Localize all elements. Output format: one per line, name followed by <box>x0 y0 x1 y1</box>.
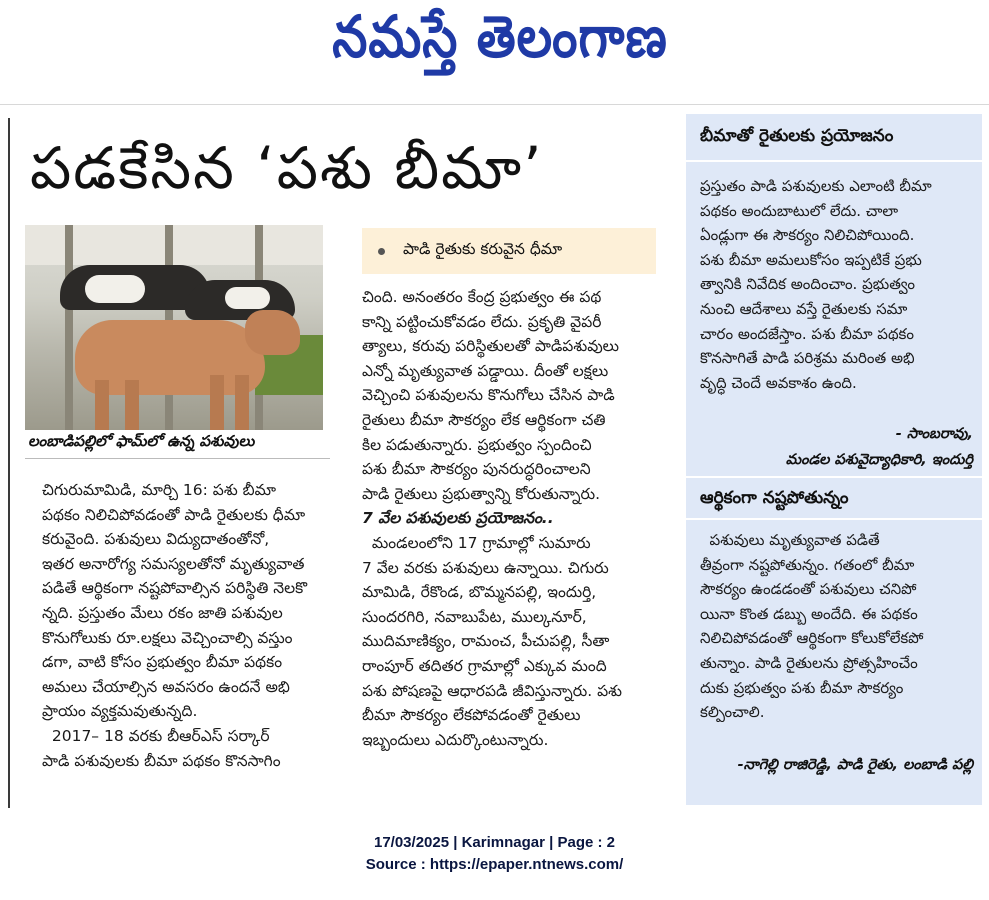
kicker-box <box>362 228 656 274</box>
sidebar-line: సౌకర్యం ఉండడంతో పశువులు చనిపో <box>700 580 917 599</box>
sidebar-heading-1: బీమాతో రైతులకు ప్రయోజనం <box>700 126 894 146</box>
caption-divider <box>25 458 330 459</box>
col1-line: పడితే ఆర్థికంగా నష్టపోవాల్సిన పరిస్థితి నెలకొ <box>42 579 308 598</box>
sidebar-signature-name-1: - సాంబరావు, <box>895 426 973 442</box>
col1-line: ప్రాయం వ్యక్తమవుతున్నది. <box>42 702 198 721</box>
sidebar-line: చారం అందజేస్తాం. పశు బీమా పథకం <box>700 324 914 343</box>
sidebar-line: పశువులు మృత్యువాత పడితే <box>700 531 880 549</box>
sidebar-rule <box>686 160 982 162</box>
sidebar-heading-2: ఆర్థికంగా నష్టపోతున్నం <box>700 488 849 508</box>
sidebar-line: కల్పించాలి. <box>700 703 765 722</box>
col2-line: రాంపూర్ తదితర గ్రామాల్లో ఎక్కువ మంది <box>362 656 607 675</box>
col2-line: మామిడి, రేకొండ, బొమ్మనపల్లి, ఇందుర్తి, <box>362 583 597 602</box>
col1-line: అమలు చేయాల్సిన అవసరం ఉందనే అభి <box>42 677 290 696</box>
col2-line: వెచ్చించి పశువులను కొనుగోలు చేసిన పాడి <box>362 386 615 405</box>
sidebar-quote-1 <box>700 174 980 395</box>
col1-line: కరువైంది. పశువులు విద్యుదాతంతోనో, <box>42 530 270 549</box>
col2-line: చింది. అనంతరం కేంద్ర ప్రభుత్వం ఈ పథ <box>362 288 602 306</box>
kicker-text: పాడి రైతుకు కరువైన ధీమా <box>403 240 563 258</box>
col2-line: బీమా సౌకర్యం లేకపోవడంతో రైతులు <box>362 706 581 725</box>
cattle-photo <box>25 225 323 430</box>
col2-line: మండలంలోని 17 గ్రామాల్లో సుమారు <box>362 533 591 552</box>
article-headline: పడకేసిన ‘పశు బీమా’ <box>30 134 544 202</box>
col2-line: పశు పోషణపై ఆధారపడి జీవిస్తున్నారు. పశు <box>362 681 623 700</box>
photo-caption: లంబాడిపల్లిలో ఫామ్‌లో ఉన్న పశువులు <box>28 432 255 450</box>
page-footer <box>0 832 989 876</box>
article-column-1 <box>42 478 322 773</box>
col1-line: పాడి పశువులకు బీమా పథకం కొనసాగిం <box>42 751 281 770</box>
bullet-icon <box>378 248 385 255</box>
sidebar-line: పశు బీమా అమలుకోసం ఇప్పటికే ప్రభు <box>700 250 922 269</box>
left-column-rule <box>8 118 10 808</box>
col1-line: 2017– 18 వరకు బీఆర్‌ఎస్ సర్కార్ <box>42 726 270 745</box>
source-link[interactable]: Source : https://epaper.ntnews.com/ <box>365 856 624 873</box>
col2-line: రైతులు బీమా సౌకర్యం లేక ఆర్థికంగా చతి <box>362 410 606 429</box>
col2-line: పాడి రైతులు ప్రభుత్వాన్ని కోరుతున్నారు. <box>362 484 601 503</box>
masthead <box>0 0 989 105</box>
sidebar-line: ప్రస్తుతం పాడి పశువులకు ఎలాంటి బీమా <box>700 177 932 195</box>
newspaper-logo: నమస్తే తెలంగాణ <box>332 3 668 70</box>
article-column-2 <box>362 285 657 752</box>
col2-subhead: 7 వేల పశువులకు ప్రయోజనం.. <box>362 509 554 528</box>
col2-line: కిల పడుతున్నారు. ప్రభుత్వం స్పందించి <box>362 435 592 454</box>
col2-line: ఎన్నో మృత్యువాత పడ్డాయి. దీంతో లక్షలు <box>362 361 609 380</box>
sidebar-line: ఏండ్లుగా ఈ సౌకర్యం నిలిచిపోయింది. <box>700 226 915 245</box>
sidebar-line: తున్నాం. పాడి రైతులను ప్రోత్సహించేం <box>700 653 918 672</box>
sidebar-rule <box>686 518 982 520</box>
sidebar-line: వృద్ధి చెందే అవకాశం ఉంది. <box>700 373 857 392</box>
sidebar-signature-2: -నాగెల్లి రాజిరెడ్డి, పాడి రైతు, లంబాడి పల్లి <box>737 757 973 773</box>
col1-line: డగా, వాటి కోసం ప్రభుత్వం బీమా పథకం <box>42 653 283 672</box>
edition-info: 17/03/2025 | Karimnagar | Page : 2 <box>373 834 616 851</box>
col2-line: త్యాలు, కరువు పరిస్థితులతో పాడిపశువులు <box>362 337 620 356</box>
sidebar-line: యినా కొంత డబ్బు అందేది. ఈ పథకం <box>700 604 918 623</box>
sidebar-line: నుంచి ఆదేశాలు వస్తే రైతులకు సమా <box>700 299 908 318</box>
col1-line: ఇతర అనారోగ్య సమస్యలతోనో మృత్యువాత <box>42 554 305 573</box>
sidebar-line: త్వానికి నివేదిక అందించాం. ప్రభుత్వం <box>700 275 915 294</box>
sidebar-rule <box>686 476 982 478</box>
sidebar-line: పథకం అందుబాటులో లేదు. చాలా <box>700 201 899 220</box>
col2-line: సుందరగిరి, నవాబుపేట, ముల్కనూర్, <box>362 607 587 626</box>
sidebar-quote-2 <box>700 528 980 725</box>
col1-line: చిగురుమామిడి, మార్చి 16: పశు బీమా <box>42 481 276 499</box>
col1-line: పథకం నిలిచిపోవడంతో పాడి రైతులకు ధీమా <box>42 505 306 524</box>
col2-line: 7 వేల వరకు పశువులు ఉన్నాయి. చిగురు <box>362 558 609 577</box>
col2-line: కాన్ని పట్టించుకోవడం లేదు. ప్రకృతి వైపరీ <box>362 312 602 331</box>
col2-line: ఇబ్బందులు ఎదుర్కొంటున్నారు. <box>362 730 549 749</box>
sidebar-line: కొనసాగితే పాడి పరిశ్రమ మరింత అభి <box>700 349 915 368</box>
col2-line: ముదిమాణిక్యం, రామంచ, పీచుపల్లి, సీతా <box>362 632 610 651</box>
col1-line: న్నది. ప్రస్తుతం మేలు రకం జాతి పశువుల <box>42 603 283 622</box>
sidebar-line: తీవ్రంగా నష్టపోతున్నం. గతంలో బీమా <box>700 555 915 574</box>
col1-line: కొనుగోలుకు రూ.లక్షలు వెచ్చించాల్సి వస్తుం <box>42 628 293 647</box>
sidebar-line: దుకు ప్రభుత్వం పశు బీమా సౌకర్యం <box>700 678 904 697</box>
sidebar-line: నిలిచిపోవడంతో ఆర్థికంగా కోలుకోలేకపో <box>700 629 924 648</box>
col2-line: పశు బీమా సౌకర్యం పునరుద్ధరించాలని <box>362 460 591 479</box>
sidebar-signature-role-1: మండల పశువైద్యాధికారి, ఇందుర్తి <box>785 452 973 468</box>
